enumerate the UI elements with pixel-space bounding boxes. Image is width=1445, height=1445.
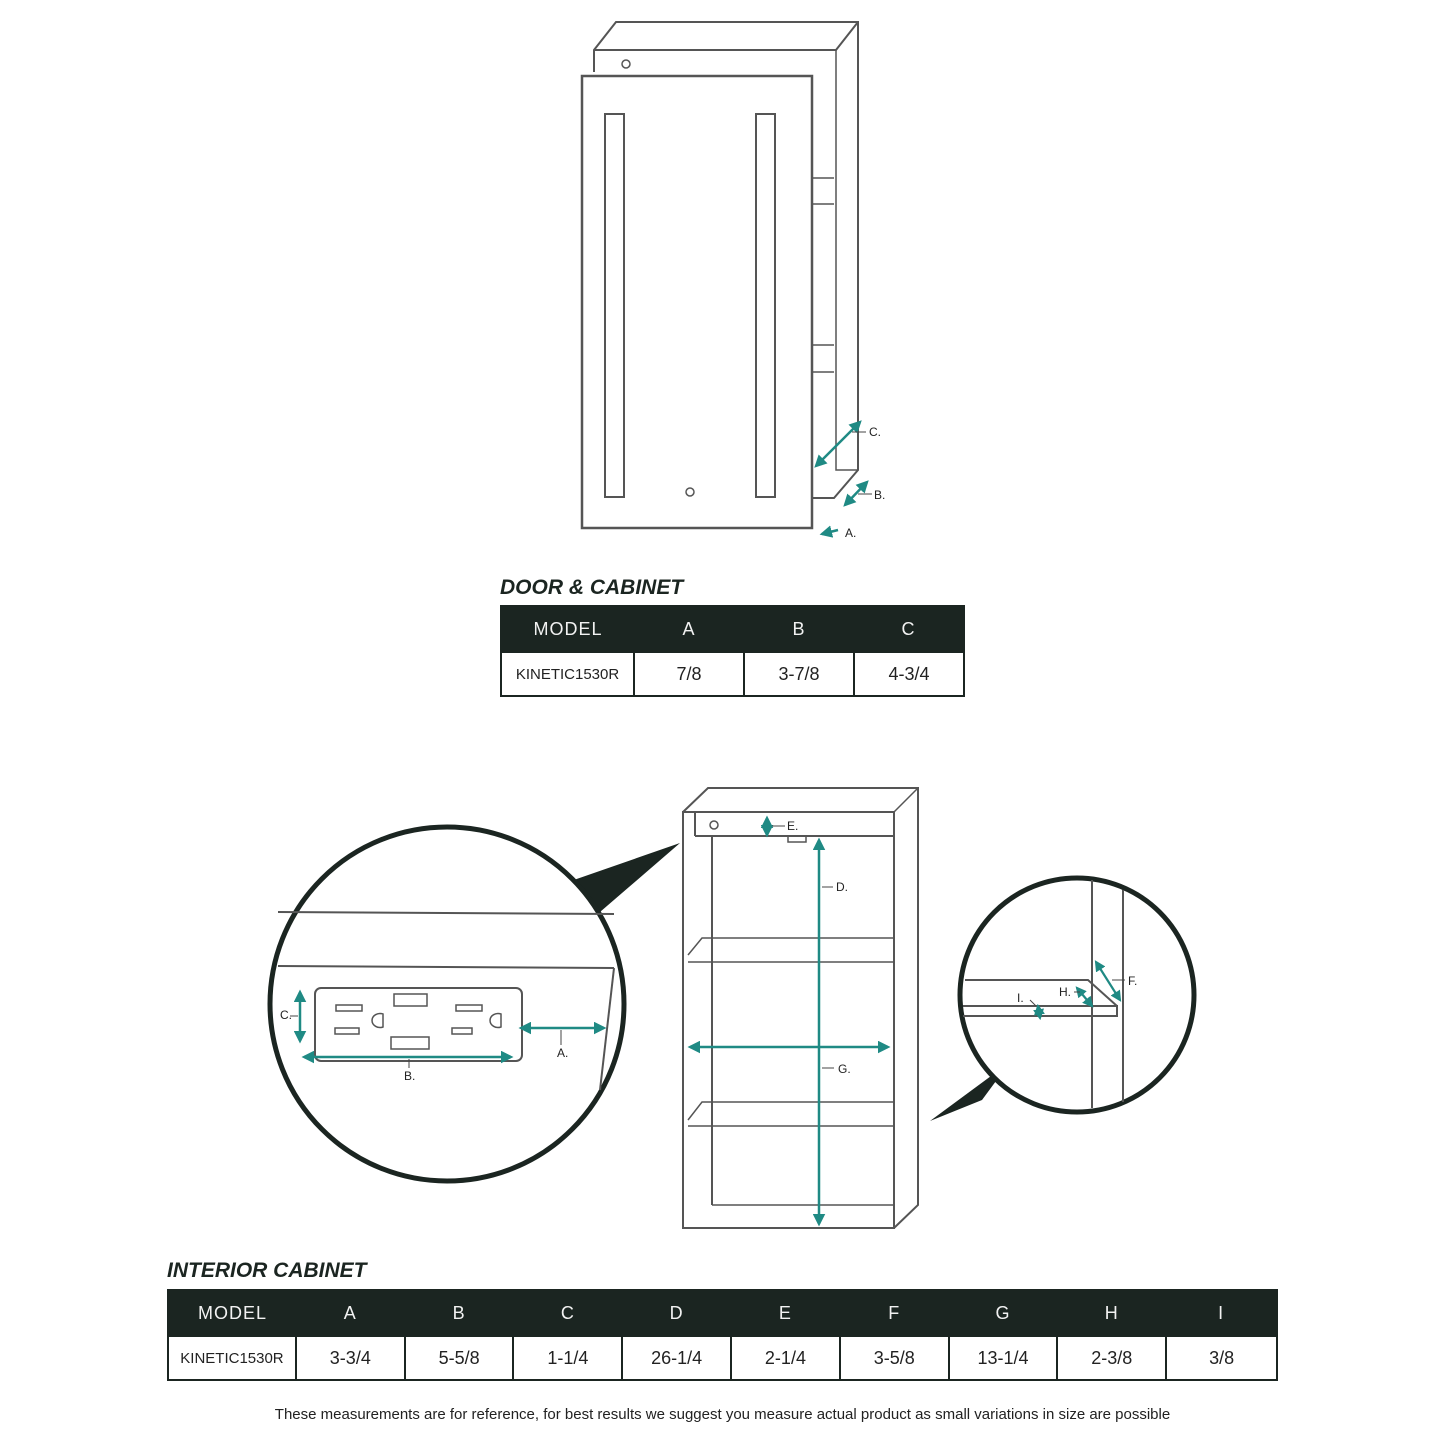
model-cell: KINETIC1530R bbox=[168, 1336, 296, 1380]
door-cabinet-title: DOOR & CABINET bbox=[500, 576, 684, 599]
value-cell: 2-3/8 bbox=[1057, 1336, 1166, 1380]
value-cell: 26-1/4 bbox=[622, 1336, 731, 1380]
footnote: These measurements are for reference, for best results we suggest you measure actual product as small variations in size are possible bbox=[274, 1406, 1171, 1423]
table-header-row bbox=[501, 606, 964, 652]
header-cell: D bbox=[622, 1290, 731, 1336]
power-button-icon bbox=[710, 821, 718, 829]
header-cell: B bbox=[744, 606, 854, 652]
door-cabinet-table bbox=[500, 605, 965, 697]
callout-shelf-i: I. bbox=[1017, 991, 1024, 1005]
table-row bbox=[501, 652, 964, 696]
callout-shelf-h: H. bbox=[1059, 985, 1071, 999]
header-cell: F bbox=[840, 1290, 949, 1336]
callout-d: D. bbox=[836, 880, 848, 894]
callout-outlet-a: A. bbox=[557, 1046, 569, 1060]
dimension-arrow-icon bbox=[816, 422, 867, 534]
table-row bbox=[168, 1336, 1277, 1380]
value-cell: 3-5/8 bbox=[840, 1336, 949, 1380]
callout-outlet-c: C. bbox=[280, 1008, 292, 1022]
value-cell: 13-1/4 bbox=[949, 1336, 1058, 1380]
callout-outlet-b: B. bbox=[404, 1069, 416, 1083]
header-cell: H bbox=[1057, 1290, 1166, 1336]
callout-c: C. bbox=[869, 425, 881, 439]
outlet-detail-magnifier bbox=[270, 827, 624, 1181]
model-cell: KINETIC1530R bbox=[501, 652, 634, 696]
header-cell: E bbox=[731, 1290, 840, 1336]
header-cell: G bbox=[949, 1290, 1058, 1336]
value-cell: 3-7/8 bbox=[744, 652, 854, 696]
interior-cabinet-table bbox=[167, 1289, 1278, 1381]
value-cell: 4-3/4 bbox=[854, 652, 964, 696]
callout-a: A. bbox=[845, 526, 857, 540]
interior-cabinet-drawing bbox=[683, 788, 918, 1228]
header-cell: I bbox=[1166, 1290, 1277, 1336]
callout-shelf-f: F. bbox=[1128, 974, 1138, 988]
value-cell: 3/8 bbox=[1166, 1336, 1277, 1380]
header-cell: MODEL bbox=[501, 606, 634, 652]
value-cell: 5-5/8 bbox=[405, 1336, 514, 1380]
table-header-row bbox=[168, 1290, 1277, 1336]
shelf-detail-magnifier bbox=[960, 878, 1194, 1112]
value-cell: 3-3/4 bbox=[296, 1336, 405, 1380]
header-cell: C bbox=[854, 606, 964, 652]
interior-dimension-arrows bbox=[690, 818, 888, 1224]
value-cell: 2-1/4 bbox=[731, 1336, 840, 1380]
header-cell: C bbox=[513, 1290, 622, 1336]
interior-cabinet-title: INTERIOR CABINET bbox=[167, 1259, 367, 1282]
callout-e: E. bbox=[787, 819, 799, 833]
value-cell: 7/8 bbox=[634, 652, 744, 696]
door-cabinet-drawing bbox=[582, 22, 858, 528]
header-cell: A bbox=[296, 1290, 405, 1336]
callout-b: B. bbox=[874, 488, 886, 502]
power-button-icon bbox=[622, 60, 694, 496]
value-cell: 1-1/4 bbox=[513, 1336, 622, 1380]
callout-g: G. bbox=[838, 1062, 851, 1076]
header-cell: MODEL bbox=[168, 1290, 296, 1336]
header-cell: A bbox=[634, 606, 744, 652]
header-cell: B bbox=[405, 1290, 514, 1336]
